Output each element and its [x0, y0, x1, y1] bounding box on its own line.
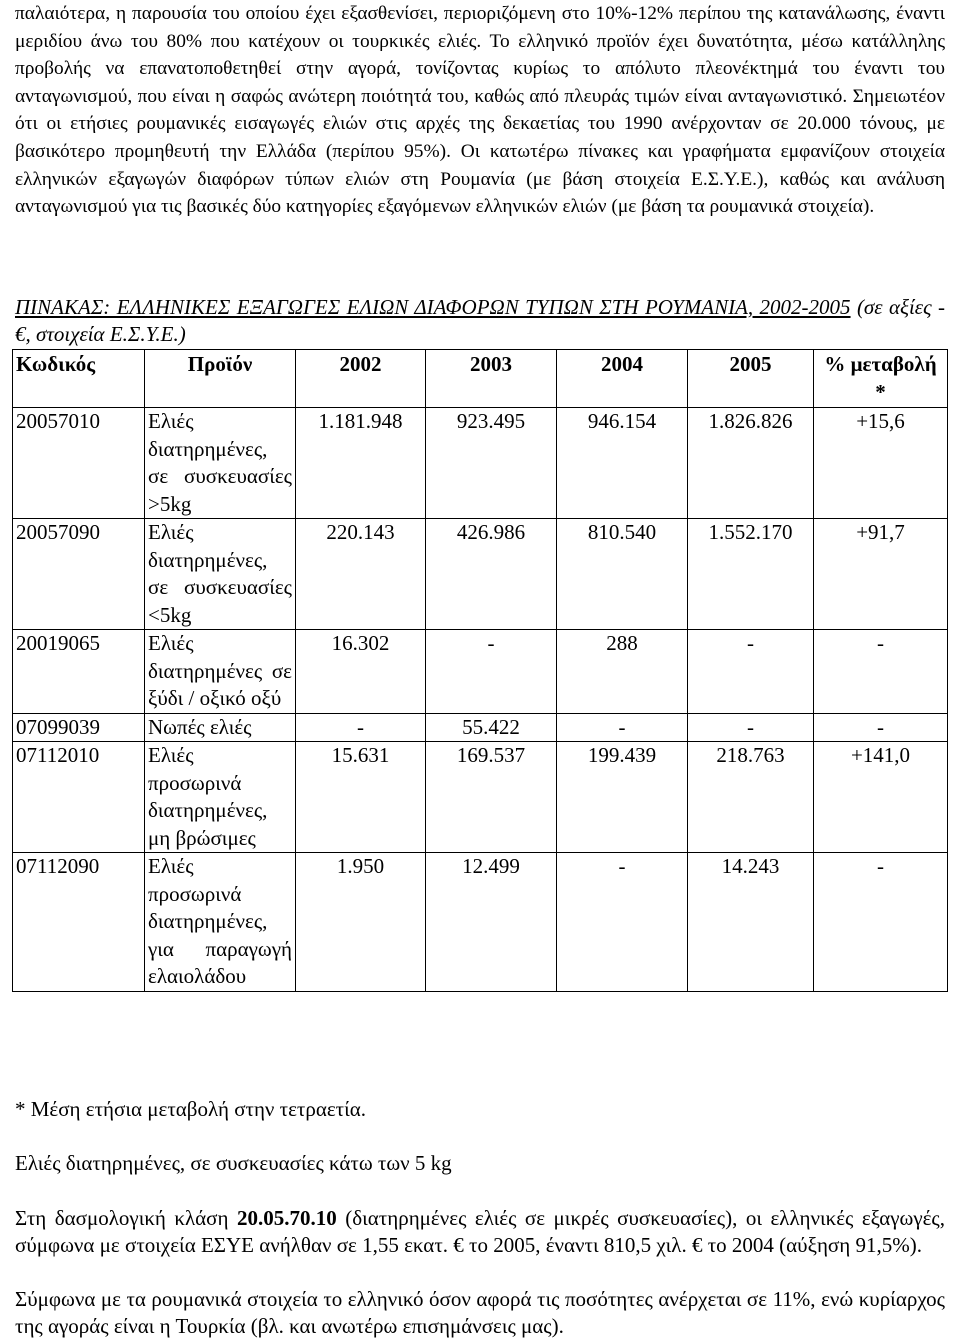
cell-change: +141,0	[814, 742, 948, 853]
cell-2005: 1.826.826	[688, 408, 814, 519]
cell-2005: -	[688, 713, 814, 742]
cell-code: 20057090	[13, 519, 145, 630]
cell-2005: 1.552.170	[688, 519, 814, 630]
table-row	[13, 853, 948, 992]
cell-2004: 199.439	[557, 742, 688, 853]
cell-2004: 288	[557, 630, 688, 714]
cell-2004: -	[557, 853, 688, 992]
cell-2004: -	[557, 713, 688, 742]
table-row	[13, 713, 948, 742]
cell-2004: 946.154	[557, 408, 688, 519]
cell-2005: 14.243	[688, 853, 814, 992]
cell-product: Ελιές διατηρημένες σε ξύδι / οξικό οξύ	[145, 630, 296, 714]
cell-2003: 55.422	[426, 713, 557, 742]
table-caption-title: ΠΙΝΑΚΑΣ: ΕΛΛΗΝΙΚΕΣ ΕΞΑΓΩΓΕΣ ΕΛΙΩΝ ΔΙΑΦΟΡΩΝ ΤΥΠΩΝ ΣΤΗ ΡΟΥΜΑΝΙΑ, 2002-2005	[15, 295, 851, 319]
cell-2002: 16.302	[296, 630, 426, 714]
header-change: % μεταβολή *	[814, 350, 948, 408]
cell-2004: 810.540	[557, 519, 688, 630]
cell-2003: 12.499	[426, 853, 557, 992]
cell-2003: -	[426, 630, 557, 714]
cell-product: Ελιές προσωρινά διατηρημένες, για παραγωγή ελαιολάδου	[145, 853, 296, 992]
cell-code: 20057010	[13, 408, 145, 519]
cell-product: Νωπές ελιές	[145, 713, 296, 742]
cell-code: 07112010	[13, 742, 145, 853]
cell-change: -	[814, 630, 948, 714]
header-product: Προϊόν	[145, 350, 296, 408]
tariff-code: 20.05.70.10	[237, 1206, 337, 1230]
cell-product: Ελιές διατηρημένες, σε συσκευασίες <5kg	[145, 519, 296, 630]
table-footnote: * Μέση ετήσια μεταβολή στην τετραετία.	[15, 1097, 367, 1121]
table-row	[13, 742, 948, 853]
tariff-text-before: Στη δασμολογική κλάση	[15, 1206, 237, 1230]
header-2005: 2005	[688, 350, 814, 408]
cell-product: Ελιές διατηρημένες, σε συσκευασίες >5kg	[145, 408, 296, 519]
cell-product: Ελιές προσωρινά διατηρημένες, μη βρώσιμες	[145, 742, 296, 853]
exports-table	[12, 349, 948, 992]
cell-2002: 220.143	[296, 519, 426, 630]
cell-2002: 15.631	[296, 742, 426, 853]
cell-change: +15,6	[814, 408, 948, 519]
table-row	[13, 630, 948, 714]
table-caption-units: (σε αξίες - €, στοιχεία Ε.Σ.Υ.Ε.)	[15, 295, 945, 346]
cell-code: 20019065	[13, 630, 145, 714]
cell-2002: 1.181.948	[296, 408, 426, 519]
cell-code: 07099039	[13, 713, 145, 742]
cell-change: -	[814, 853, 948, 992]
header-2002: 2002	[296, 350, 426, 408]
cell-2002: 1.950	[296, 853, 426, 992]
tariff-text-after: (διατηρημένες ελιές σε μικρές συσκευασίες), οι ελληνικές εξαγωγές, σύμφωνα με στοιχεία ΕΣΥΕ ανήλθαν σε 1,55 εκατ. € το 2005, έναντι 810,5 χιλ. € το 2004 (αύξηση 91,5%).	[15, 1206, 945, 1257]
final-paragraph: Σύμφωνα με τα ρουμανικά στοιχεία το ελληνικό όσον αφορά τις ποσότητες ανέρχεται σε 11%, ενώ κυρίαρχος της αγοράς είναι η Τουρκία (βλ. και ανωτέρω επισημάνσεις μας).	[15, 1287, 945, 1338]
intro-paragraph: παλαιότερα, η παρουσία του οποίου έχει εξασθενίσει, περιοριζόμενη στο 10%-12% περίπου της κατανάλωσης, έναντι μεριδίου άνω του 80% που κατέχουν οι τουρκικές ελιές. Το ελληνικό προϊόν έχει δυνατότητα, μέσω κατάλληλης προβολής να επανατοποθετηθεί στην αγορά, τονίζοντας κυρίως το απόλυτο πλεονέκτημά του έναντι του ανταγωνισμού, που είναι η σαφώς ανώτερη ποιότητά του, καθώς από πλευράς τιμών είναι ανταγωνιστικό. Σημειωτέον ότι οι ετήσιες ρουμανικές εισαγωγές ελιών στις αρχές της δεκαετίας του 1990 ανέρχονταν σε 20.000 τόνους, με βασικότερο προμηθευτή την Ελλάδα (περίπου 95%). Οι κατωτέρω πίνακες και γραφήματα εμφανίζουν στοιχεία ελληνικών εξαγωγών διαφόρων τύπων ελιών στη Ρουμανία (με βάση στοιχεία Ε.Σ.Υ.Ε.), καθώς και ανάλυση ανταγωνισμού για τις βασικές δύο κατηγορίες εξαγόμενων ελληνικών ελιών (με βάση τα ρουμανικά στοιχεία).	[15, 3, 945, 218]
table-header-row	[13, 350, 948, 408]
header-2003: 2003	[426, 350, 557, 408]
tariff-class-paragraph	[15, 1205, 945, 1259]
cell-change: +91,7	[814, 519, 948, 630]
cell-2005: 218.763	[688, 742, 814, 853]
header-code: Κωδικός	[13, 350, 145, 408]
cell-2003: 426.986	[426, 519, 557, 630]
cell-2003: 923.495	[426, 408, 557, 519]
cell-code: 07112090	[13, 853, 145, 992]
table-row	[13, 408, 948, 519]
cell-2005: -	[688, 630, 814, 714]
table-caption	[15, 294, 945, 348]
cell-2003: 169.537	[426, 742, 557, 853]
section-subheading: Ελιές διατηρημένες, σε συσκευασίες κάτω των 5 kg	[15, 1151, 452, 1175]
cell-change: -	[814, 713, 948, 742]
table-row	[13, 519, 948, 630]
header-2004: 2004	[557, 350, 688, 408]
cell-2002: -	[296, 713, 426, 742]
